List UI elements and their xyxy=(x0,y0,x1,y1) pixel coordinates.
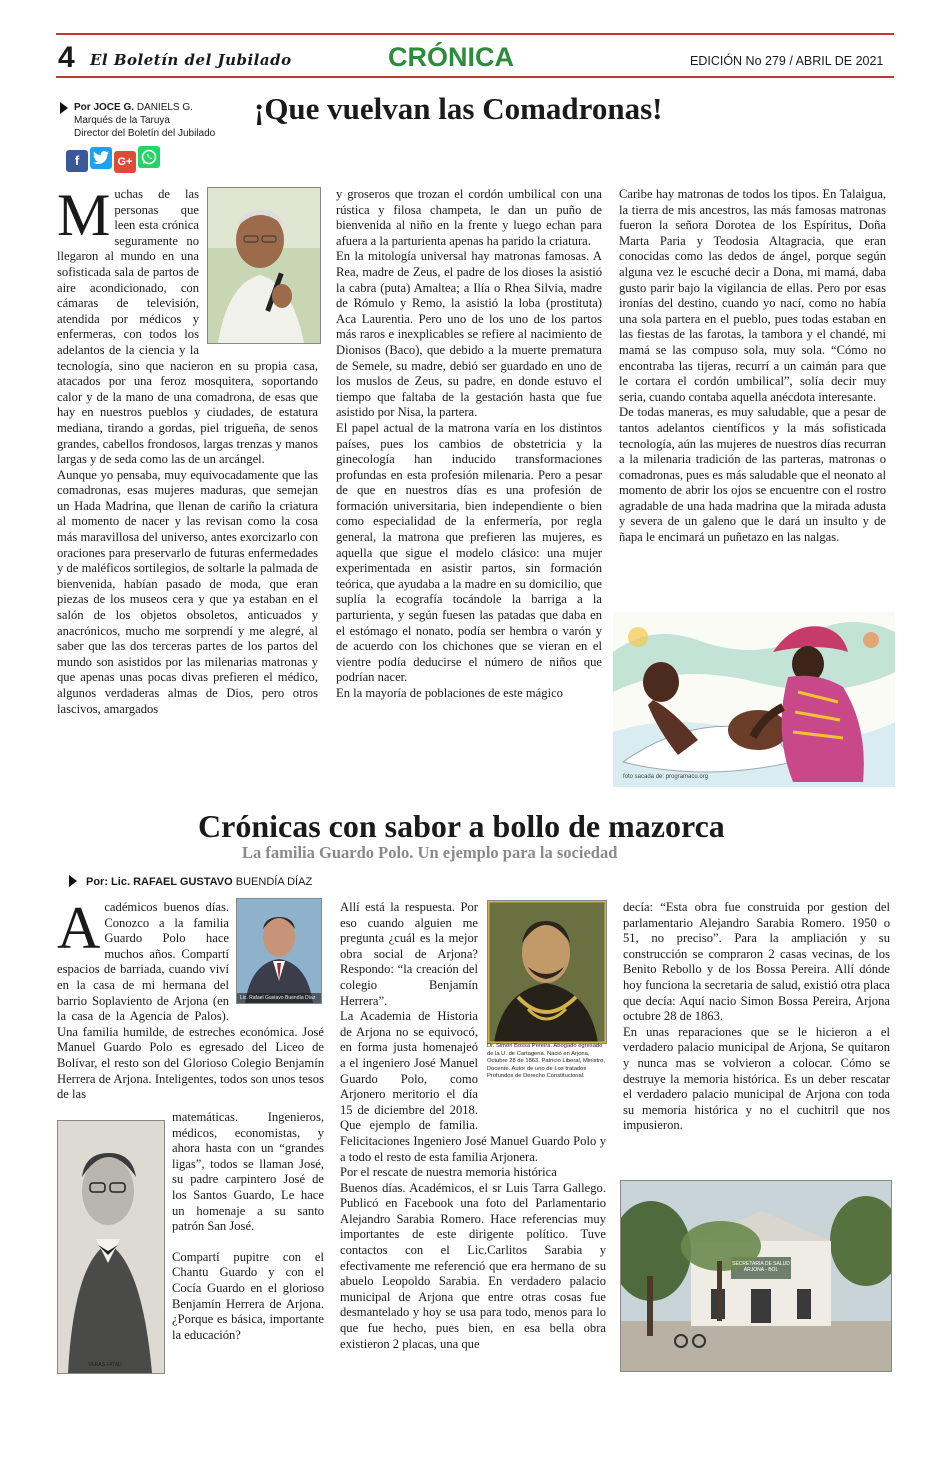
article2-headline: Crónicas con sabor a bollo de mazorca xyxy=(198,808,725,844)
historic-photo xyxy=(57,1120,165,1374)
newspaper-name: El Boletín del Jubilado xyxy=(90,51,292,69)
author2-surname: BUENDÍA DÍAZ xyxy=(235,876,313,888)
building-photo xyxy=(620,1180,892,1372)
article1-col1-text: de la ciencia y la tecnología, sino que nacieron en su propia casa, atacados por una feroz mosquitera, soportando calor y de la mano de una comadrona, de esas que hay en nuestros pueblos y ciudades, de estatura mediana, tirando a gordas, piel trigueña, de senos grandes, cabellos frondosos, largas trenzas y manos largas y de seda como las de un arcángel. xyxy=(57,342,318,467)
author-surname: DANIELS G. xyxy=(136,102,193,113)
article1-col2-p4: En la mayoría de poblaciones de este mágico xyxy=(336,686,563,700)
author-name: JOCE G. xyxy=(93,102,135,113)
author-photo xyxy=(207,187,321,344)
author2-name: RAFAEL GUSTAVO xyxy=(133,876,233,888)
byline-arrow-icon xyxy=(60,102,68,114)
article2-subheadline: La familia Guardo Polo. Un ejemplo para la sociedad xyxy=(242,843,618,862)
portrait-caption: Dr. Simón Bossa Pereira. Abogado egresado de la U. de Cartagena. Nació en Arjona, Octubre 28 de 1863. Patricio Liberal, Ministro, Docente. Autor de uno de Los tratados Profundos de Derecho Constitucional. xyxy=(487,1043,605,1079)
whatsapp-icon[interactable] xyxy=(138,146,160,168)
facebook-icon[interactable]: f xyxy=(66,150,88,172)
author2-photo xyxy=(236,898,322,1004)
article1-col2-p2: En la mitología universal hay matronas famosas. A Rea, madre de Zeus, el padre de los dioses la asistió la cabra (puta) Amaltea; a Ilía o Rhea Silvia, madre de Rómulo y Remo, la asistió la loba (prostituta) Aca Laurentia. Pero uno de los uno de los partos más raros e inexplicables se refiere al nacimiento de Dionisos (Baco), que debido a la muerte prematura de Semele, su madre, debió ser guardado en uno de los muslos de Zeus, su padre, en donde estuvo el tiempo que faltaba de la gestación hasta que fue asistido por Nisa, la partera. xyxy=(336,249,602,420)
article2-col2-p3: Por el rescate de nuestra memoria histórica xyxy=(340,1165,557,1180)
midwife-illustration xyxy=(613,612,895,787)
page-number: 4 xyxy=(58,41,75,74)
building-sign: SECRETARIA DE SALUD ARJONA - BOL xyxy=(732,1261,790,1273)
illustration-credit: foto sacada de: programacu.org xyxy=(623,774,709,780)
article1-dropcap: M xyxy=(57,182,111,248)
article1-col3-p2: De todas maneras, es muy saludable, que a pesar de tantos adelantos científicos y la más sofisticada tecnología, aún las mujeres de nuestros días recurran a la milenaria tradición de las parteras, matronas o comadronas, pues es más saludable que el neonato al momento de abrir los ojos se encuentre con el rostro agradable de una hada madrina que la mirada adusta y severa de un galeno que le dará un insulto y de ñapa le encimará un puñetazo en las nalgas. xyxy=(619,405,886,545)
article1-col1-paragraph: Aunque yo pensaba, muy equivocadamente que las comadronas, esas mujeres maduras, que semejan un Hada Madrina, que llenan de cariño la criatura al momento de nacer y las revisan como la cosa más maravillosa del universo, antes exorcizarlo con oraciones para preservarlo de futuras enfermedades y de maléficos sortilegios, de soltarle la palmada de bienvenida, habían pasado de moda, que eran piezas de los museos cera y que ya estaban en el salón de los objetos obsoletos, anticuados y anacrónicos, mucho me sorprendí y me alegré, al saber que las dos terceras partes de los partos del mundo son asistidos por las milenarias matronas y que apenas unas pocas divas prefieren el médico, algunos verdaderas almas de Dios, pero otros lascivos, amargados xyxy=(57,467,318,716)
article2-col3-p1: decía: “Esta obra fue construida por gestion del parlamentario Alejandro Sarabia Romero. 1950 o 51, no preciso”. Para la ampliación y su construcción se compraron 2 casas vecinas, de los Benito Rebollo y de los Bossa Pereira. Allí dónde hoy funciona la secretaria de salud, existió otra placa que decía: Aquí nacio Simon Bossa Pereira, Arjona octubre 28 de 1863. xyxy=(623,900,890,1024)
article2-col2-p1: Allí está la respuesta. Por eso cuando alguien me pregunta ¿cuál es la mejor obra social de Arjona? Respondo: “la creación del colegio Benjamín Herrera”. xyxy=(340,900,478,1008)
author2-photo-caption: Lic. Rafael Gustavo Buendía Díaz xyxy=(240,995,316,1001)
author-title: Marqués de la Taruya xyxy=(74,115,170,126)
edition-info: EDICIÓN No 279 / ABRIL DE 2021 xyxy=(690,54,884,68)
article2-dropcap: A xyxy=(57,895,101,961)
article2-column-1-side xyxy=(172,1110,324,1343)
googleplus-icon[interactable]: G+ xyxy=(114,151,136,173)
article2-col2-p4: Buenos días. Académicos, el sr Luis Tarra Gallego. Publicó en Facebook una foto del Parlamentario Alejandro Sarabia Romero. Hace referencias muy importantes de este dirigente político. Tuve contactos con el Lic.Carlitos Sarabia y efectivamente me referenció que era hermano de su abuelo Leopoldo Sarabia. En verdadero palacio municipal de Arjona que entre otras cosas fue desmantelado y hoy se usa para todo, menos para lo que fue hecho, pues bien, en esa bella obra existieron 2 placas, una que xyxy=(340,1180,606,1351)
article1-col2-p3: El papel actual de la matrona varía en los distintos países, pues los cambios de obstetricia y la ginecología han inducido transformaciones profundas en esta profesión milenaria. Pero a pesar de que en nuestros días es una profesión de formación universitaria, bien independiente o bien como especialidad de la enfermería, por regla general, la matrona que prefieren las mujeres, es aquella que sigue el modelo clásico: una mujer experimentada en asistir partos, sin formación teórica, que ayudaba a la madre en su domicilio, que suplía la ecografía tocándole la barriga a la parturienta, y según fuesen las patadas que daba en el estómago el nonato, podía ser hembra o varón y de acuerdo con los chichones que se vieran en el vientre podía deducirse el número de niños que podrían nacer. xyxy=(336,420,602,685)
section-title: CRÓNICA xyxy=(388,42,514,72)
article1-intro: uchas de las personas que leen esta crónica seguramente no llegaron al mundo en una sofisticada sala de partos de aire acondicionado, con cámaras de televisión, atendida por médicos y enfermeras, con todos los adelantos xyxy=(57,187,199,357)
byline-arrow-icon-2 xyxy=(69,875,77,887)
header-rule xyxy=(56,76,894,78)
article1-col3-p1: Caribe hay matronas de todos los tipos. En Talaigua, la tierra de mis ancestros, las más famosas matronas fueron la señora Dorotea de los Espíritus, Doña Marta Paria y Teodosia Altagracia, que eran conocidas como las dedos de ángel, porque según alguna vez le escuché decir a Dona, mi mamá, daba gusto parir bajo la vigilancia de ellas. Pero por esas ironías del destino, cuando yo nací, como no había una sola partera en el pueblo, pues todas estaban en las fiestas de las farotas, la tambora y el chandé, mi mamá se las compuso sola, muy sola. “Cómo no encontraba las tijeras, recurrí a un caimán para que le cortara el cordón umbilical”, solía decir muy seria, cuando contaba aquella anécdota interesante. xyxy=(619,187,886,404)
article2-column-3 xyxy=(623,900,890,1134)
top-rule xyxy=(56,33,894,35)
article1-column-2 xyxy=(336,187,602,702)
article1-byline xyxy=(74,101,244,140)
byline-prefix: Por xyxy=(74,102,91,113)
article1-column-3 xyxy=(619,187,886,546)
article2-side-p2: Compartí pupitre con el Chantu Guardo y con el Cocía Guardo en el glorioso Benjamín Herrera de Arjona. ¿Porque es básica, importante la educación? xyxy=(172,1249,324,1342)
byline2-prefix: Por: Lic. xyxy=(86,876,131,888)
author-role: Director del Boletín del Jubilado xyxy=(74,128,216,139)
article2-col2-p2: La Academia de Historia de Arjona no se equivocó, en forma justa homenajeó a el ingeniero José Manuel Guardo Polo, como Arjonero meritorio el día 15 de diciembre del 2018. Que ejemplo de familia. Felicitaciones Ingeniero José Manuel Guardo Polo y a todo el resto de esta familia Arjonera. xyxy=(340,1009,606,1164)
historic-photo-caption: VERAS FATAD xyxy=(88,1362,122,1368)
article2-byline xyxy=(86,876,312,889)
portrait-painting xyxy=(487,900,607,1044)
twitter-icon[interactable] xyxy=(90,147,112,169)
article2-side-p1: matemáticas. Ingenieros, médicos, economistas, y ahora hasta con un “grandes ligas”, todos se llaman José, su padre carpintero José de los Santos Guardo, Le hace un homenaje a su santo patrón San José. xyxy=(172,1110,324,1234)
social-share-bar xyxy=(66,146,162,173)
article1-col2-p1: y groseros que trozan el cordón umbilical con una rústica y filosa champeta, le dan un puño de bienvenida al niño en la frente y luego echan para afuera a la parturienta apenas ha parido la criatura. xyxy=(336,187,602,248)
article1-headline: ¡Que vuelvan las Comadronas! xyxy=(254,91,663,126)
article2-intro: cadémicos buenos días. Conozco a la familia Guardo Polo hace muchos años. Compartí espacios de barriada, cuando viví en la casa de mi hermana del barrio Soplaviento de Arjona (en la casa de la Agencia de Palos). Una familia humilde, de estreches económica. José Manuel Guardo Polo es egresado del Liceo de Bolívar, el resto son del Glorioso Colegio Benjamín Herrera de Arjona. Inteligentes, todos son unos tesos de las xyxy=(57,900,324,1102)
article2-col3-p2: En unas reparaciones que se le hicieron a el verdadero palacio municipal de Arjona, Se quitaron y nunca mas se volvieron a colocar. Cómo se destruye la memoria histórica. Es un deber rescatar el verdadero palacio municipal de Arjona con toda su memoria histórica y no el cuchitril que nos impusieron. xyxy=(623,1024,890,1133)
